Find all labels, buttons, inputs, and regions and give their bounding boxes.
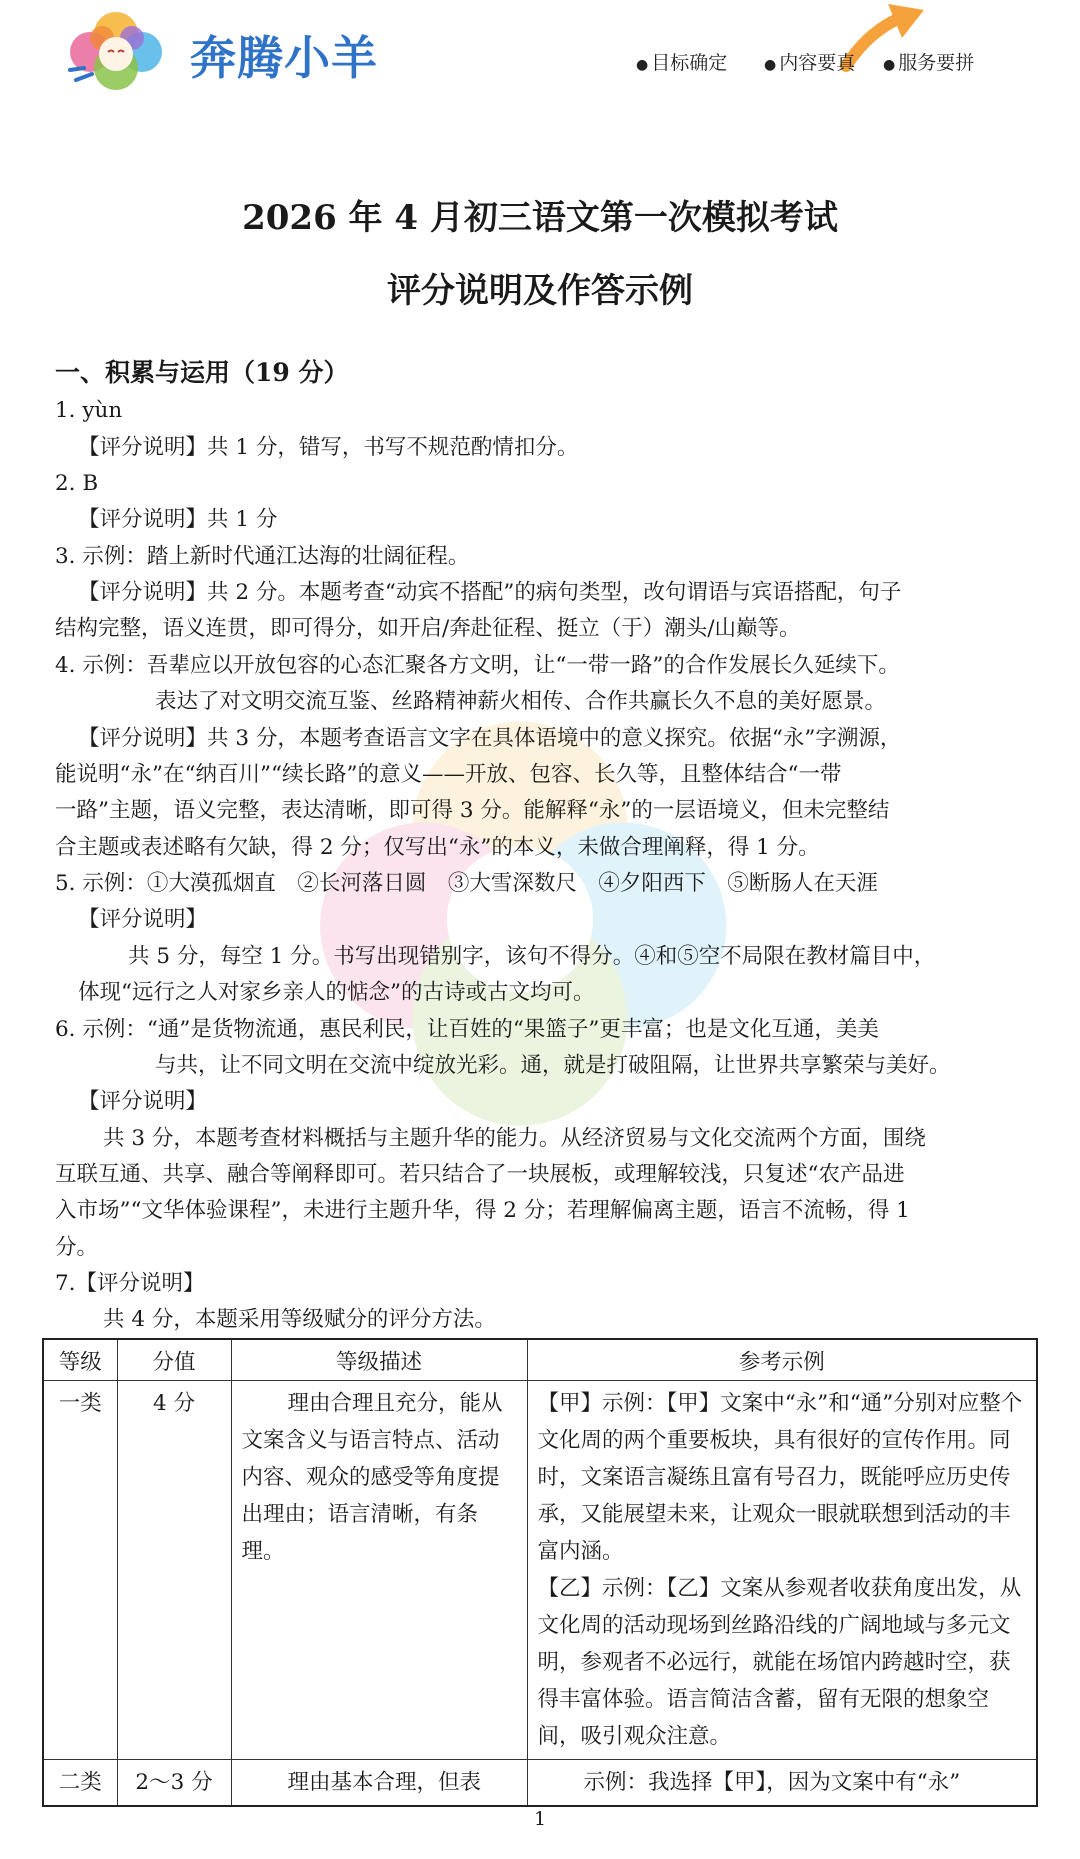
table-header-row [43,1339,1037,1381]
tagline-3: ● 服务要拼 [883,52,975,74]
text-line: 入市场”“文华体验课程”，未进行主题升华，得 2 分；若理解偏离主题，语言不流畅，得 1 [55,1198,910,1223]
cell-description: 理由合理且充分，能从文案含义与语言特点、活动内容、观众的感受等角度提出理由；语言清晰，有条理。 [231,1381,527,1760]
text-line: 共 4 分，本题采用等级赋分的评分方法。 [103,1307,496,1332]
scoring-note: 【评分说明】共 1 分，错写，书写不规范酌情扣分。 [78,435,579,460]
header-example: 参考示例 [527,1339,1037,1381]
text-line: 共 5 分，每空 1 分。书写出现错别字，该句不得分。④和⑤空不局限在教材篇目中， [128,944,936,969]
table-row [43,1760,1037,1807]
answer-line: 5. 示例：①大漠孤烟直 ②长河落日圆 ③大雪深数尺 ④夕阳西下 ⑤断肠人在天涯 [55,871,878,896]
cell-score: 4 分 [117,1381,231,1760]
section-heading: 一、积累与运用（19 分） [55,358,349,387]
grading-table [42,1338,1038,1807]
text-line: 表达了对文明交流互鉴、丝路精神薪火相传、合作共赢长久不息的美好愿景。 [155,689,887,714]
header-score: 分值 [117,1339,231,1381]
page-header [0,0,1080,130]
tagline-1: ● 目标确定 [636,52,728,74]
text-line: 分。 [55,1235,99,1260]
cell-example: 示例：我选择【甲】，因为文案中有“永” [527,1760,1037,1807]
answer-line: 2. B [55,471,99,496]
cell-description: 理由基本合理，但表 [231,1760,527,1807]
text-line: 与共，让不同文明在交流中绽放光彩。通，就是打破阻隔，让世界共享繁荣与美好。 [155,1053,951,1078]
answer-line: 1. yùn [55,398,123,423]
text-line: 共 3 分，本题考查材料概括与主题升华的能力。从经济贸易与文化交流两个方面，围绕 [103,1126,926,1151]
scoring-note: 【评分说明】 [78,1089,208,1114]
scoring-note: 【评分说明】 [78,907,208,932]
page-number: 1 [533,1808,547,1830]
text-line: 互联互通、共享、融合等阐释即可。若只结合了一块展板，或理解较浅，只复述“农产品进 [55,1162,905,1187]
table-row [43,1381,1037,1760]
example-jia: 【甲】示例：【甲】文案中“永”和“通”分别对应整个文化周的两个重要板块，具有很好的宣传作用。同时，文案语言凝练且富有号召力，既能呼应历史传承，又能展望未来，让观众一眼就联想到活动的丰富内涵。 [537,1391,1023,1564]
page-title: 2026 年 4 月初三语文第一次模拟考试 [242,198,838,238]
text-line: 能说明“永”在“纳百川”“续长路”的意义——开放、包容、长久等，且整体结合“一带 [55,762,842,787]
header-level: 等级 [43,1339,117,1381]
scoring-note: 【评分说明】共 2 分。本题考查“动宾不搭配”的病句类型，改句谓语与宾语搭配，句子 [78,580,902,605]
cell-level: 二类 [43,1760,117,1807]
header-description: 等级描述 [231,1339,527,1381]
brand-name: 奔腾小羊 [190,31,378,85]
page-subtitle: 评分说明及作答示例 [387,271,693,311]
bullet-icon: ● [636,57,649,73]
cell-level: 一类 [43,1381,117,1760]
cell-example [527,1381,1037,1760]
text-line: 体现“远行之人对家乡亲人的惦念”的古诗或古文均可。 [78,980,595,1005]
answer-line: 4. 示例：吾辈应以开放包容的心态汇聚各方文明，让“一带一路”的合作发展长久延续下。 [55,653,900,678]
bullet-icon: ● [764,57,777,73]
text-line: 结构完整，语义连贯，即可得分，如开启/奔赴征程、挺立（于）潮头/山巅等。 [55,616,801,641]
cell-score: 2～3 分 [117,1760,231,1807]
answer-line: 6. 示例：“通”是货物流通，惠民利民，让百姓的“果篮子”更丰富；也是文化互通，美美 [55,1017,879,1042]
tagline-2: ● 内容要真 [764,52,856,74]
text-line: 合主题或表述略有欠缺，得 2 分；仅写出“永”的本义，未做合理阐释，得 1 分。 [55,835,820,860]
scoring-note: 【评分说明】共 3 分，本题考查语言文字在具体语境中的意义探究。依据“永”字溯源， [78,726,902,751]
bullet-icon: ● [883,57,896,73]
example-yi: 【乙】示例：【乙】文案从参观者收获角度出发，从文化周的活动现场到丝路沿线的广阔地域与多元文明，参观者不必远行，就能在场馆内跨越时空，获得丰富体验。语言简洁含蓄，留有无限的想象空间，吸引观众注意。 [537,1576,1022,1749]
scoring-note: 7.【评分说明】 [55,1271,205,1296]
scoring-note: 【评分说明】共 1 分 [78,507,278,532]
answer-line: 3. 示例：踏上新时代通江达海的壮阔征程。 [55,544,470,569]
text-line: 一路”主题，语义完整，表达清晰，即可得 3 分。能解释“永”的一层语境义，但未完整结 [55,798,890,823]
